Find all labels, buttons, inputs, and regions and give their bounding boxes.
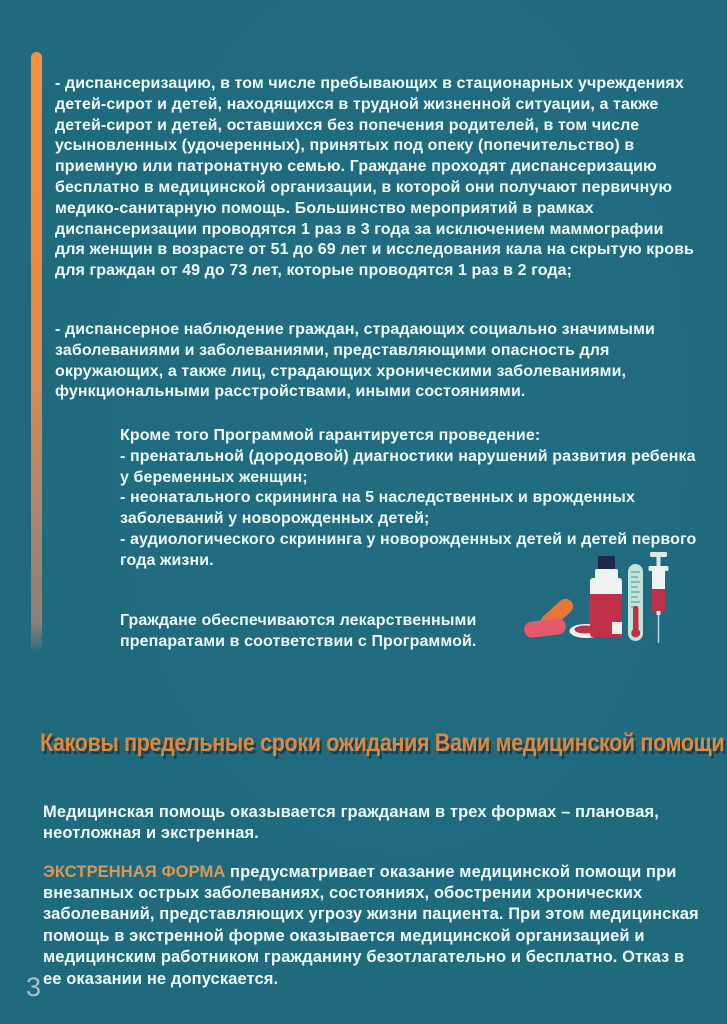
paragraph-emergency-form [43, 862, 703, 991]
paragraph-dispensary: - диспансеризацию, в том числе пребывающих в стационарных учреждениях детей-сирот и детей, находящихся в трудной жизненной ситуации, а также детей-сирот и детей, оставшихся без попечения родителей, в том числе усыновленных (удочеренных), принятых под опеку (попечительство) в приемную или патронатную семью. Граждане проходят диспансеризацию бесплатно в медицинской организации, в которой они получают первичную медико-санитарную помощь. Большинство мероприятий в рамках диспансеризации проводятся 1 раз в 3 года за исключением маммографии для женщин в возрасте от 51 до 69 лет и исследования кала на скрытую кровь для граждан от 49 до 73 лет, которые проводятся 1 раз в 2 года; [55, 75, 694, 280]
medicines-provision-note: Граждане обеспечиваются лекарственными препаратами в соответствии с Программой. [120, 612, 477, 650]
program-guarantee-item: - неонатального скрининга на 5 наследственных и врожденных заболеваний у новорожденных детей; [120, 489, 635, 528]
emergency-form-label: ЭКСТРЕННАЯ ФОРМА [43, 862, 226, 881]
pill-capsules-icon [524, 596, 576, 639]
emergency-form-text: предусматривает оказание медицинской помощи при внезапных острых заболеваниях, состояниях, обострении хронических заболеваний, представляющих угрозу жизни пациента. При этом медицинская помощь в экстренной форме оказывается медицинской организацией и медицинским работником гражданину безотлагательно и бесплатно. Отказ в ее оказании не допускается. [43, 862, 699, 988]
program-guarantees-intro: Кроме того Программой гарантируется проведение: [120, 427, 541, 444]
medicine-bottle-icon [590, 556, 622, 637]
paragraph-three-forms: Медицинская помощь оказывается гражданам в трех формах – плановая, неотложная и экстренная. [43, 802, 659, 842]
section-heading-waiting-times: Каковы предельные сроки ожидания Вами медицинской помощи [40, 729, 725, 757]
thermometer-icon [628, 564, 643, 641]
page-number: 3 [26, 972, 42, 1002]
paragraph-dispensary-observation: - диспансерное наблюдение граждан, страдающих социально значимыми заболеваниями и заболеваниями, представляющими опасность для окружающих, а также лиц, страдающих хроническими заболеваниями, функциональными расстройствами, иными состояниями. [55, 321, 655, 401]
program-guarantee-item: - аудиологического скрининга у новорожденных детей и детей первого года жизни. [120, 530, 697, 569]
syringe-icon [649, 552, 669, 643]
medicines-illustration [524, 550, 674, 648]
left-accent-bar [31, 52, 42, 653]
program-guarantee-item: - пренатальной (дородовой) диагностики нарушений развития ребенка у беременных женщин; [120, 447, 696, 486]
